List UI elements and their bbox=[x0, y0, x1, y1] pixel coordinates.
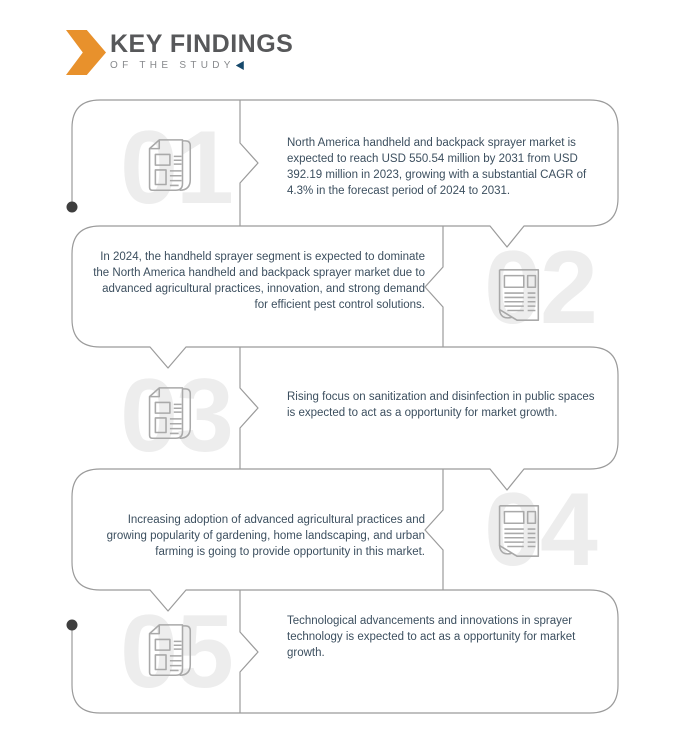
page-title: KEY FINDINGS bbox=[110, 30, 294, 58]
newspaper-icon bbox=[136, 620, 198, 686]
finding-number: 03 bbox=[120, 358, 232, 474]
endpoint-dot-top bbox=[67, 202, 78, 213]
finding-text: In 2024, the handheld sprayer segment is expected to dominate the North America handheld and backpack sprayer market due to advanced agricultural practices, innovation, and strong demand for efficient pest control solutions. bbox=[93, 251, 425, 311]
newspaper-icon bbox=[486, 262, 548, 328]
finding-text: Rising focus on sanitization and disinfection in public spaces is expected to act as a opportunity for market growth. bbox=[287, 391, 595, 419]
newspaper-icon bbox=[136, 383, 198, 449]
finding-text: Technological advancements and innovations in sprayer technology is expected to act as a opportunity for market growth. bbox=[287, 615, 576, 659]
finding-text: Increasing adoption of advanced agricultural practices and growing popularity of gardening, home landscaping, and urban farming is going to provide opportunity in this market. bbox=[106, 514, 425, 558]
newspaper-icon bbox=[486, 498, 548, 564]
finding-number: 04 bbox=[484, 472, 596, 588]
endpoint-dot-bottom bbox=[67, 620, 78, 631]
newspaper-icon bbox=[136, 135, 198, 201]
finding-number: 02 bbox=[484, 230, 596, 346]
page-subtitle: OF THE STUDY bbox=[110, 60, 235, 71]
finding-number: 05 bbox=[120, 594, 232, 710]
finding-number: 01 bbox=[120, 110, 232, 226]
finding-text: North America handheld and backpack sprayer market is expected to reach USD 550.54 million by 2031 from USD 392.19 million in 2023, growing with a substantial CAGR of 4.3% in the forecast period of 2024 to 2031. bbox=[287, 137, 587, 197]
